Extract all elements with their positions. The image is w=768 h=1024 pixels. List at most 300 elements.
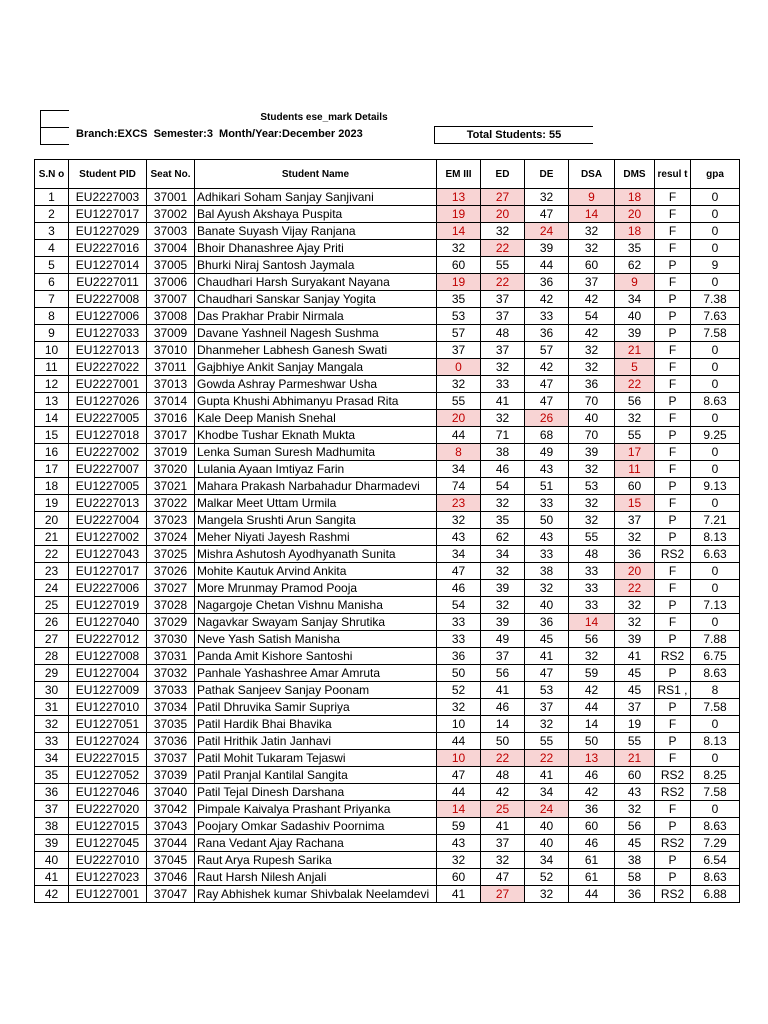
table-cell: 13 (437, 189, 481, 206)
table-cell: Davane Yashneil Nagesh Sushma (195, 325, 437, 342)
column-header: S.N o (35, 160, 69, 189)
table-cell: 37043 (147, 818, 195, 835)
table-row (35, 835, 740, 852)
table-cell: 60 (615, 478, 655, 495)
table-cell: 37 (615, 512, 655, 529)
table-cell: 32 (525, 716, 569, 733)
table-cell: 39 (481, 614, 525, 631)
table-row (35, 580, 740, 597)
table-cell: 36 (525, 614, 569, 631)
table-cell: 37019 (147, 444, 195, 461)
table-cell: 32 (437, 240, 481, 257)
table-cell: 32 (525, 189, 569, 206)
table-cell: 8 (437, 444, 481, 461)
table-cell: 0 (691, 410, 740, 427)
table-row (35, 342, 740, 359)
table-row (35, 495, 740, 512)
table-header-row (35, 160, 740, 189)
table-cell: Mangela Srushti Arun Sangita (195, 512, 437, 529)
table-cell: 37 (525, 699, 569, 716)
column-header: resul t (655, 160, 691, 189)
table-row (35, 716, 740, 733)
table-cell: 37011 (147, 359, 195, 376)
table-cell: 37017 (147, 427, 195, 444)
table-cell: 68 (525, 427, 569, 444)
table-cell: EU1227017 (69, 206, 147, 223)
table-cell: P (655, 529, 691, 546)
table-cell: 38 (615, 852, 655, 869)
table-cell: 56 (615, 818, 655, 835)
table-cell: 22 (525, 750, 569, 767)
table-cell: 32 (437, 699, 481, 716)
table-cell: EU2227011 (69, 274, 147, 291)
table-cell: 14 (569, 614, 615, 631)
table-cell: EU1227043 (69, 546, 147, 563)
table-cell: 20 (615, 206, 655, 223)
table-cell: P (655, 393, 691, 410)
table-row (35, 818, 740, 835)
table-row (35, 189, 740, 206)
table-cell: 54 (569, 308, 615, 325)
table-cell: EU1227013 (69, 342, 147, 359)
table-cell: 44 (437, 733, 481, 750)
table-cell: EU1227046 (69, 784, 147, 801)
table-cell: 32 (615, 597, 655, 614)
table-cell: 4 (35, 240, 69, 257)
table-cell: 9 (569, 189, 615, 206)
table-cell: 8.13 (691, 529, 740, 546)
table-cell: 32 (481, 359, 525, 376)
table-cell: 37005 (147, 257, 195, 274)
table-cell: 37021 (147, 478, 195, 495)
table-cell: 47 (481, 869, 525, 886)
table-cell: P (655, 478, 691, 495)
table-cell: 6.54 (691, 852, 740, 869)
table-row (35, 563, 740, 580)
table-cell: 9.25 (691, 427, 740, 444)
table-cell: 51 (525, 478, 569, 495)
table-cell: 37 (481, 835, 525, 852)
table-cell: 12 (35, 376, 69, 393)
table-row (35, 529, 740, 546)
table-cell: 17 (615, 444, 655, 461)
table-cell: 36 (569, 376, 615, 393)
table-cell: EU1227010 (69, 699, 147, 716)
table-cell: 53 (437, 308, 481, 325)
table-cell: 57 (437, 325, 481, 342)
table-cell: EU2227022 (69, 359, 147, 376)
table-row (35, 784, 740, 801)
table-cell: 39 (35, 835, 69, 852)
table-cell: 0 (691, 359, 740, 376)
table-cell: 45 (615, 682, 655, 699)
table-cell: 74 (437, 478, 481, 495)
table-cell: 33 (525, 546, 569, 563)
table-cell: RS2 (655, 784, 691, 801)
table-cell: 32 (437, 512, 481, 529)
table-cell: 48 (481, 325, 525, 342)
table-cell: 27 (481, 886, 525, 903)
table-cell: Panda Amit Kishore Santoshi (195, 648, 437, 665)
table-cell: 37007 (147, 291, 195, 308)
table-cell: 0 (691, 444, 740, 461)
table-cell: F (655, 189, 691, 206)
table-cell: 59 (437, 818, 481, 835)
table-cell: EU1227014 (69, 257, 147, 274)
table-row (35, 614, 740, 631)
table-cell: 32 (569, 223, 615, 240)
table-cell: EU1227009 (69, 682, 147, 699)
table-cell: 54 (437, 597, 481, 614)
table-cell: EU1227017 (69, 563, 147, 580)
table-cell: EU2227001 (69, 376, 147, 393)
table-cell: 36 (437, 648, 481, 665)
table-cell: 33 (437, 614, 481, 631)
table-cell: 19 (35, 495, 69, 512)
table-row (35, 444, 740, 461)
table-cell: 7.58 (691, 699, 740, 716)
table-cell: 53 (525, 682, 569, 699)
table-cell: 10 (437, 750, 481, 767)
table-row (35, 699, 740, 716)
table-cell: 20 (481, 206, 525, 223)
table-cell: 42 (525, 359, 569, 376)
table-cell: 37044 (147, 835, 195, 852)
table-cell: 23 (437, 495, 481, 512)
table-cell: Meher Niyati Jayesh Rashmi (195, 529, 437, 546)
table-cell: F (655, 801, 691, 818)
table-cell: 40 (525, 818, 569, 835)
table-cell: 38 (35, 818, 69, 835)
table-cell: RS2 (655, 886, 691, 903)
table-cell: Raut Harsh Nilesh Anjali (195, 869, 437, 886)
table-cell: 21 (615, 750, 655, 767)
table-cell: 32 (569, 240, 615, 257)
table-cell: Bhurki Niraj Santosh Jaymala (195, 257, 437, 274)
table-cell: 0 (437, 359, 481, 376)
table-cell: 8.63 (691, 393, 740, 410)
table-cell: 37016 (147, 410, 195, 427)
table-cell: 47 (525, 393, 569, 410)
table-cell: 6 (35, 274, 69, 291)
table-row (35, 852, 740, 869)
table-cell: 20 (615, 563, 655, 580)
table-cell: 37036 (147, 733, 195, 750)
table-cell: 44 (437, 784, 481, 801)
table-cell: Adhikari Soham Sanjay Sanjivani (195, 189, 437, 206)
table-cell: 34 (615, 291, 655, 308)
table-cell: 14 (569, 206, 615, 223)
table-cell: 60 (569, 818, 615, 835)
table-cell: 32 (481, 223, 525, 240)
table-cell: EU1227019 (69, 597, 147, 614)
table-cell: 37035 (147, 716, 195, 733)
table-cell: EU1227026 (69, 393, 147, 410)
table-cell: 15 (35, 427, 69, 444)
table-cell: 33 (525, 308, 569, 325)
table-row (35, 886, 740, 903)
table-cell: 37029 (147, 614, 195, 631)
table-cell: 14 (35, 410, 69, 427)
table-cell: 55 (481, 257, 525, 274)
table-cell: 45 (615, 835, 655, 852)
table-cell: 34 (481, 546, 525, 563)
table-cell: Patil Pranjal Kantilal Sangita (195, 767, 437, 784)
table-cell: EU1227002 (69, 529, 147, 546)
table-cell: 5 (35, 257, 69, 274)
table-cell: 37028 (147, 597, 195, 614)
table-cell: F (655, 376, 691, 393)
table-cell: 33 (437, 631, 481, 648)
table-cell: 41 (525, 767, 569, 784)
table-cell: 37037 (147, 750, 195, 767)
table-cell: 22 (481, 750, 525, 767)
table-cell: 32 (569, 342, 615, 359)
table-cell: 8.25 (691, 767, 740, 784)
table-cell: 22 (481, 274, 525, 291)
table-cell: 29 (35, 665, 69, 682)
table-cell: Bal Ayush Akshaya Puspita (195, 206, 437, 223)
table-cell: 57 (525, 342, 569, 359)
table-cell: 32 (615, 614, 655, 631)
table-cell: EU1227024 (69, 733, 147, 750)
table-cell: 32 (35, 716, 69, 733)
table-cell: 28 (35, 648, 69, 665)
table-cell: Lenka Suman Suresh Madhumita (195, 444, 437, 461)
table-cell: Chaudhari Sanskar Sanjay Yogita (195, 291, 437, 308)
table-cell: F (655, 716, 691, 733)
table-cell: 19 (437, 274, 481, 291)
table-row (35, 478, 740, 495)
table-cell: 22 (615, 580, 655, 597)
table-cell: 37009 (147, 325, 195, 342)
table-cell: F (655, 274, 691, 291)
table-cell: 35 (481, 512, 525, 529)
table-cell: 22 (615, 376, 655, 393)
table-cell: Nagargoje Chetan Vishnu Manisha (195, 597, 437, 614)
table-cell: 13 (569, 750, 615, 767)
table-cell: 60 (437, 869, 481, 886)
table-cell: 43 (437, 529, 481, 546)
table-cell: 32 (525, 580, 569, 597)
table-cell: EU2227015 (69, 750, 147, 767)
table-cell: 8 (691, 682, 740, 699)
table-cell: 50 (437, 665, 481, 682)
column-header: gpa (691, 160, 740, 189)
table-cell: 32 (615, 801, 655, 818)
table-cell: 25 (481, 801, 525, 818)
table-row (35, 393, 740, 410)
table-cell: 37040 (147, 784, 195, 801)
table-cell: Banate Suyash Vijay Ranjana (195, 223, 437, 240)
table-cell: P (655, 257, 691, 274)
table-cell: 20 (437, 410, 481, 427)
table-cell: Khodbe Tushar Eknath Mukta (195, 427, 437, 444)
table-cell: EU2227003 (69, 189, 147, 206)
table-cell: P (655, 818, 691, 835)
table-cell: 43 (437, 835, 481, 852)
table-cell: 8.63 (691, 818, 740, 835)
table-row (35, 274, 740, 291)
table-cell: 37045 (147, 852, 195, 869)
table-cell: EU1227051 (69, 716, 147, 733)
column-header: DMS (615, 160, 655, 189)
table-cell: 36 (35, 784, 69, 801)
table-cell: 37030 (147, 631, 195, 648)
table-cell: EU1227001 (69, 886, 147, 903)
table-cell: EU1227004 (69, 665, 147, 682)
table-cell: 47 (525, 206, 569, 223)
table-cell: 46 (437, 580, 481, 597)
table-cell: RS2 (655, 546, 691, 563)
table-cell: 6.75 (691, 648, 740, 665)
table-cell: 10 (35, 342, 69, 359)
table-row (35, 750, 740, 767)
table-cell: 70 (569, 393, 615, 410)
table-cell: 37 (35, 801, 69, 818)
table-cell: 37 (615, 699, 655, 716)
table-cell: 42 (569, 682, 615, 699)
table-cell: 55 (437, 393, 481, 410)
table-cell: 45 (525, 631, 569, 648)
table-cell: 32 (481, 410, 525, 427)
table-cell: 26 (35, 614, 69, 631)
table-cell: 52 (437, 682, 481, 699)
table-cell: EU2227004 (69, 512, 147, 529)
table-cell: 31 (35, 699, 69, 716)
table-cell: EU2227020 (69, 801, 147, 818)
table-cell: P (655, 308, 691, 325)
table-cell: 35 (437, 291, 481, 308)
table-cell: 16 (35, 444, 69, 461)
table-cell: 0 (691, 461, 740, 478)
table-cell: 60 (437, 257, 481, 274)
table-cell: 32 (437, 376, 481, 393)
table-cell: Chaudhari Harsh Suryakant Nayana (195, 274, 437, 291)
table-cell: P (655, 427, 691, 444)
table-cell: 37010 (147, 342, 195, 359)
table-row (35, 359, 740, 376)
table-cell: Malkar Meet Uttam Urmila (195, 495, 437, 512)
table-cell: 43 (525, 529, 569, 546)
table-cell: 33 (525, 495, 569, 512)
table-cell: 35 (35, 767, 69, 784)
table-cell: 41 (481, 818, 525, 835)
table-cell: 6.63 (691, 546, 740, 563)
table-cell: 41 (481, 393, 525, 410)
table-cell: 37001 (147, 189, 195, 206)
table-row (35, 597, 740, 614)
table-cell: Patil Tejal Dinesh Darshana (195, 784, 437, 801)
table-cell: 34 (437, 461, 481, 478)
table-cell: 56 (615, 393, 655, 410)
table-cell: F (655, 614, 691, 631)
table-cell: P (655, 665, 691, 682)
table-cell: 24 (525, 801, 569, 818)
table-cell: 47 (525, 665, 569, 682)
table-cell: 7 (35, 291, 69, 308)
table-cell: 37020 (147, 461, 195, 478)
table-row (35, 325, 740, 342)
column-header: DSA (569, 160, 615, 189)
table-cell: 37 (481, 291, 525, 308)
table-cell: 3 (35, 223, 69, 240)
header-box-bottom (40, 127, 69, 145)
table-row (35, 512, 740, 529)
table-row (35, 682, 740, 699)
table-cell: EU1227005 (69, 478, 147, 495)
table-cell: RS2 (655, 835, 691, 852)
table-cell: 37026 (147, 563, 195, 580)
table-cell: 55 (525, 733, 569, 750)
table-cell: EU1227052 (69, 767, 147, 784)
table-cell: 39 (615, 325, 655, 342)
table-cell: 7.21 (691, 512, 740, 529)
table-cell: EU2227007 (69, 461, 147, 478)
table-cell: 2 (35, 206, 69, 223)
table-cell: 60 (569, 257, 615, 274)
table-cell: 37 (569, 274, 615, 291)
table-cell: EU2227010 (69, 852, 147, 869)
table-cell: 42 (525, 291, 569, 308)
table-cell: Poojary Omkar Sadashiv Poornima (195, 818, 437, 835)
table-cell: 62 (615, 257, 655, 274)
table-cell: 8.63 (691, 869, 740, 886)
table-cell: Ray Abhishek kumar Shivbalak Neelamdevi (195, 886, 437, 903)
table-cell: P (655, 325, 691, 342)
table-cell: EU2227002 (69, 444, 147, 461)
table-cell: EU1227018 (69, 427, 147, 444)
table-cell: 53 (569, 478, 615, 495)
table-cell: 32 (569, 461, 615, 478)
table-cell: RS2 (655, 648, 691, 665)
table-cell: Neve Yash Satish Manisha (195, 631, 437, 648)
table-cell: More Mrunmay Pramod Pooja (195, 580, 437, 597)
table-cell: 37033 (147, 682, 195, 699)
table-cell: EU2227016 (69, 240, 147, 257)
table-cell: 0 (691, 580, 740, 597)
table-cell: F (655, 206, 691, 223)
table-cell: 34 (437, 546, 481, 563)
table-cell: Pathak Sanjeev Sanjay Poonam (195, 682, 437, 699)
table-cell: 11 (615, 461, 655, 478)
table-cell: 24 (35, 580, 69, 597)
total-students: Total Students: 55 (434, 126, 593, 144)
table-cell: EU1227023 (69, 869, 147, 886)
column-header: Student PID (69, 160, 147, 189)
table-cell: EU2227006 (69, 580, 147, 597)
table-cell: 41 (35, 869, 69, 886)
table-cell: 24 (525, 223, 569, 240)
table-cell: 0 (691, 495, 740, 512)
table-cell: 25 (35, 597, 69, 614)
table-cell: 22 (481, 240, 525, 257)
table-cell: Patil Mohit Tukaram Tejaswi (195, 750, 437, 767)
table-cell: 35 (615, 240, 655, 257)
table-row (35, 461, 740, 478)
table-cell: 44 (569, 699, 615, 716)
table-cell: Patil Hardik Bhai Bhavika (195, 716, 437, 733)
table-cell: 17 (35, 461, 69, 478)
table-cell: P (655, 631, 691, 648)
table-cell: 45 (615, 665, 655, 682)
table-cell: 9 (615, 274, 655, 291)
table-cell: 9 (691, 257, 740, 274)
table-cell: 10 (437, 716, 481, 733)
table-cell: EU1227008 (69, 648, 147, 665)
table-cell: 38 (525, 563, 569, 580)
table-cell: 0 (691, 563, 740, 580)
